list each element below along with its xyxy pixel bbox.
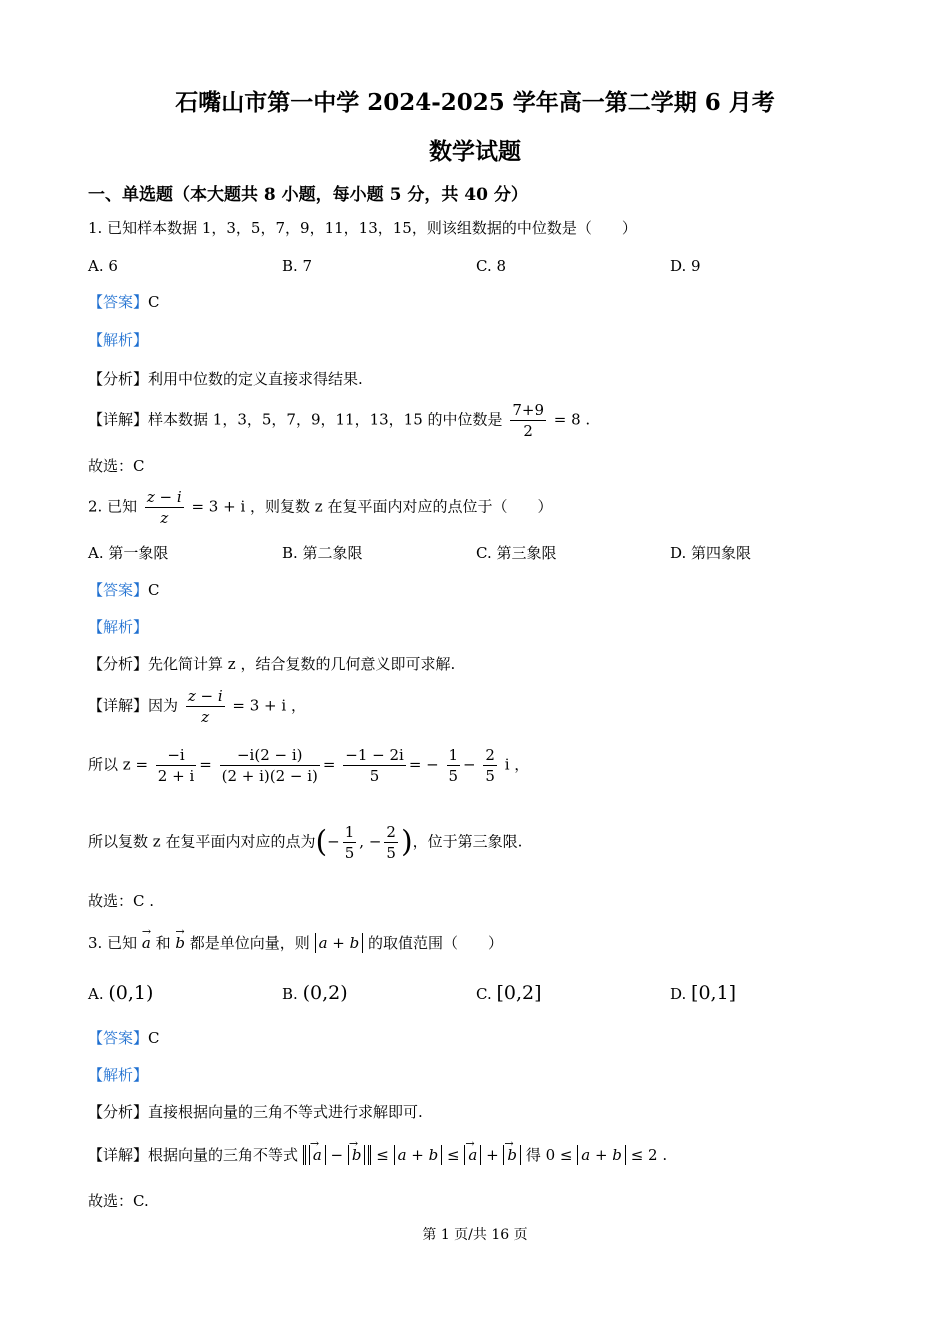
option-letter: B. — [282, 985, 298, 1003]
q2-guxuan-value: C . — [133, 892, 155, 910]
q2-stem-pre: 2. 已知 — [88, 497, 138, 516]
frac-den: 5 — [485, 767, 495, 785]
option-value: (0,2) — [302, 982, 348, 1004]
q3-option-a — [88, 983, 153, 1004]
vector-b: → b — [175, 933, 185, 953]
answer-label: 【答案】 — [88, 1029, 149, 1047]
q2-stem-fraction — [145, 487, 184, 528]
page-footer: 第 1 页/共 16 页 — [422, 1227, 528, 1243]
q2-fenxi — [88, 654, 455, 674]
q3-answer-value: C — [148, 1029, 160, 1047]
q1-option-c: C. 8 — [476, 257, 507, 275]
q3-stem-post: 的取值范围（ ） — [368, 934, 504, 952]
q1-fenxi — [88, 369, 363, 389]
frac-num: 2 — [485, 746, 495, 764]
q3-option-c — [476, 983, 542, 1004]
guxuan-label: 故选： — [88, 892, 134, 910]
q3-fenxi — [88, 1102, 423, 1122]
q1-detail — [88, 400, 590, 441]
frac-num: −i — [156, 745, 196, 766]
q2-point-x — [343, 822, 357, 863]
frac-den: 5 — [386, 844, 396, 862]
q3-detail: 【详解】根据向量的三角不等式 → a − → b ≤ a + b ≤ → a + → b 得 0 ≤ a + b ≤ 2 . — [88, 1145, 667, 1165]
guxuan-label: 故选： — [88, 457, 134, 475]
q2-option-a: A. 第一象限 — [88, 544, 169, 562]
q2-stem — [88, 487, 552, 528]
q1-fenxi-text: 利用中位数的定义直接求得结果. — [148, 370, 363, 388]
q2-so1-end: i ， — [504, 755, 530, 774]
frac-num: 1 — [448, 746, 459, 764]
q2-point-y — [384, 822, 398, 863]
q2-so2-post: ，位于第三象限. — [412, 832, 523, 851]
vector-a: → a — [142, 933, 151, 953]
option-value: (0,1) — [108, 982, 154, 1004]
q1-detail-end: = 8 . — [553, 410, 591, 429]
q2-so1-frac2 — [220, 745, 320, 786]
q2-detail-frac-num: z − i — [187, 687, 223, 705]
q1-option-b: B. 7 — [282, 257, 313, 275]
q2-so1-frac4 — [447, 745, 461, 786]
q2-stem-post: = 3 + i ，则复数 z 在复平面内对应的点位于（ ） — [191, 497, 553, 516]
frac-den: (2 + i)(2 − i) — [221, 767, 318, 785]
fenxi-label: 【分析】 — [88, 1103, 149, 1121]
abs-a2: → a — [464, 1145, 481, 1165]
answer-label: 【答案】 — [88, 581, 149, 599]
q1-answer-value: C — [148, 293, 160, 311]
q3-detail-pre: 根据向量的三角不等式 — [148, 1146, 299, 1164]
detail-label: 【详解】 — [88, 1146, 149, 1164]
fenxi-label: 【分析】 — [88, 655, 149, 673]
q2-detail-frac-den: z — [201, 708, 210, 726]
left-paren: ( — [315, 824, 328, 860]
page-title: 石嘴山市第一中学 2024-2025 学年高一第二学期 6 月考 — [175, 89, 775, 116]
abs-a: → a — [309, 1145, 326, 1165]
abs-sum: a + b — [394, 1145, 443, 1165]
frac-num: 1 — [344, 823, 355, 841]
q1-option-a: A. 6 — [88, 257, 118, 275]
q2-solution-line1: 所以 z = $\frac{-i}{2 + i}$ = $\frac{-i(2 - i)}{(2 + i)(2 - i)}$ = $\frac{-1 - 2i}{5}$ = − $\frac{1}{5}$ − $\frac{2}{5}$ i ， — [88, 746, 530, 785]
q3-stem-mid: 和 — [155, 934, 171, 952]
detail-label: 【详解】 — [88, 410, 149, 429]
q2-so1-frac1 — [156, 745, 196, 786]
option-letter: C. — [476, 985, 492, 1003]
vector-sum-abs: a + b — [315, 933, 364, 953]
q1-answer — [88, 292, 160, 312]
q2-stem-frac-den: z — [160, 509, 169, 527]
right-paren: ) — [400, 824, 413, 860]
q2-so1-frac5 — [483, 745, 497, 786]
q1-guxuan — [88, 456, 145, 476]
page-subtitle: 数学试题 — [429, 138, 521, 165]
frac-den: 5 — [448, 767, 459, 785]
q2-guxuan — [88, 891, 154, 911]
q2-option-b: B. 第二象限 — [282, 544, 363, 562]
frac-num: −1 − 2i — [345, 746, 404, 764]
frac-num: −i(2 − i) — [220, 745, 320, 766]
q3-guxuan — [88, 1191, 149, 1211]
q3-detail-post: ≤ 2 . — [630, 1146, 668, 1164]
frac-num: 2 — [386, 823, 396, 841]
option-letter: D. — [670, 985, 687, 1003]
guxuan-label: 故选： — [88, 1192, 134, 1210]
q3-option-d — [670, 983, 736, 1004]
detail-label: 【详解】 — [88, 696, 149, 715]
fenxi-label: 【分析】 — [88, 370, 149, 388]
q3-answer — [88, 1028, 160, 1048]
q1-guxuan-value: C — [133, 457, 145, 475]
q2-detail — [88, 686, 306, 727]
q2-solution-line2: 所以复数 z 在复平面内对应的点为(− $\frac{1}{5}$ , − $\frac{2}{5}$ )，位于第三象限. — [88, 823, 523, 862]
q3-detail-mid: 得 0 ≤ — [525, 1146, 573, 1164]
abs-b2: → b — [503, 1145, 521, 1165]
q2-so1-frac3 — [343, 745, 406, 786]
option-value: [0,1] — [691, 982, 737, 1004]
q3-analysis-label: 【解析】 — [88, 1066, 149, 1084]
q3-stem-mid2: 都是单位向量，则 — [189, 934, 310, 952]
q1-option-d: D. 9 — [670, 257, 701, 275]
q2-so1-pre: 所以 z = — [88, 755, 149, 774]
q2-detail-fraction — [186, 686, 225, 727]
frac-den: 5 — [369, 767, 380, 785]
answer-label: 【答案】 — [88, 293, 149, 311]
triangle-ineq-left: → a − → b — [303, 1145, 372, 1165]
q3-guxuan-value: C. — [133, 1192, 149, 1210]
q1-fraction — [510, 400, 546, 441]
abs-sum2: a + b — [577, 1145, 626, 1165]
q2-analysis-label: 【解析】 — [88, 618, 149, 636]
option-value: [0,2] — [496, 982, 542, 1004]
q2-answer-value: C — [148, 581, 160, 599]
option-letter: A. — [88, 985, 104, 1003]
q2-fenxi-text: 先化简计算 z ，结合复数的几何意义即可求解. — [148, 655, 456, 673]
abs-b: → b — [348, 1145, 366, 1165]
q1-analysis-label: 【解析】 — [88, 331, 149, 349]
q3-fenxi-text: 直接根据向量的三角不等式进行求解即可. — [148, 1103, 423, 1121]
frac-den: 5 — [344, 844, 355, 862]
q1-frac-den: 2 — [523, 422, 533, 440]
q2-so2-pre: 所以复数 z 在复平面内对应的点为 — [88, 832, 316, 851]
q1-detail-text: 样本数据 1，3，5，7，9，11，13，15 的中位数是 — [148, 410, 503, 429]
section-heading: 一、单选题（本大题共 8 小题，每小题 5 分，共 40 分） — [88, 185, 528, 205]
q2-option-d: D. 第四象限 — [670, 544, 752, 562]
frac-den: 2 + i — [157, 767, 195, 785]
q3-stem — [88, 933, 503, 953]
q1-frac-num: 7+9 — [512, 401, 544, 419]
q1-stem: 1. 已知样本数据 1，3，5，7，9，11，13，15，则该组数据的中位数是（ ） — [88, 219, 637, 237]
q3-stem-pre: 3. 已知 — [88, 934, 138, 952]
q3-option-b — [282, 983, 348, 1004]
q2-answer — [88, 580, 160, 600]
q2-option-c: C. 第三象限 — [476, 544, 557, 562]
q2-detail-post: = 3 + i ， — [232, 696, 306, 715]
q2-stem-frac-num: z − i — [146, 488, 182, 506]
q2-detail-pre: 因为 — [148, 696, 179, 715]
